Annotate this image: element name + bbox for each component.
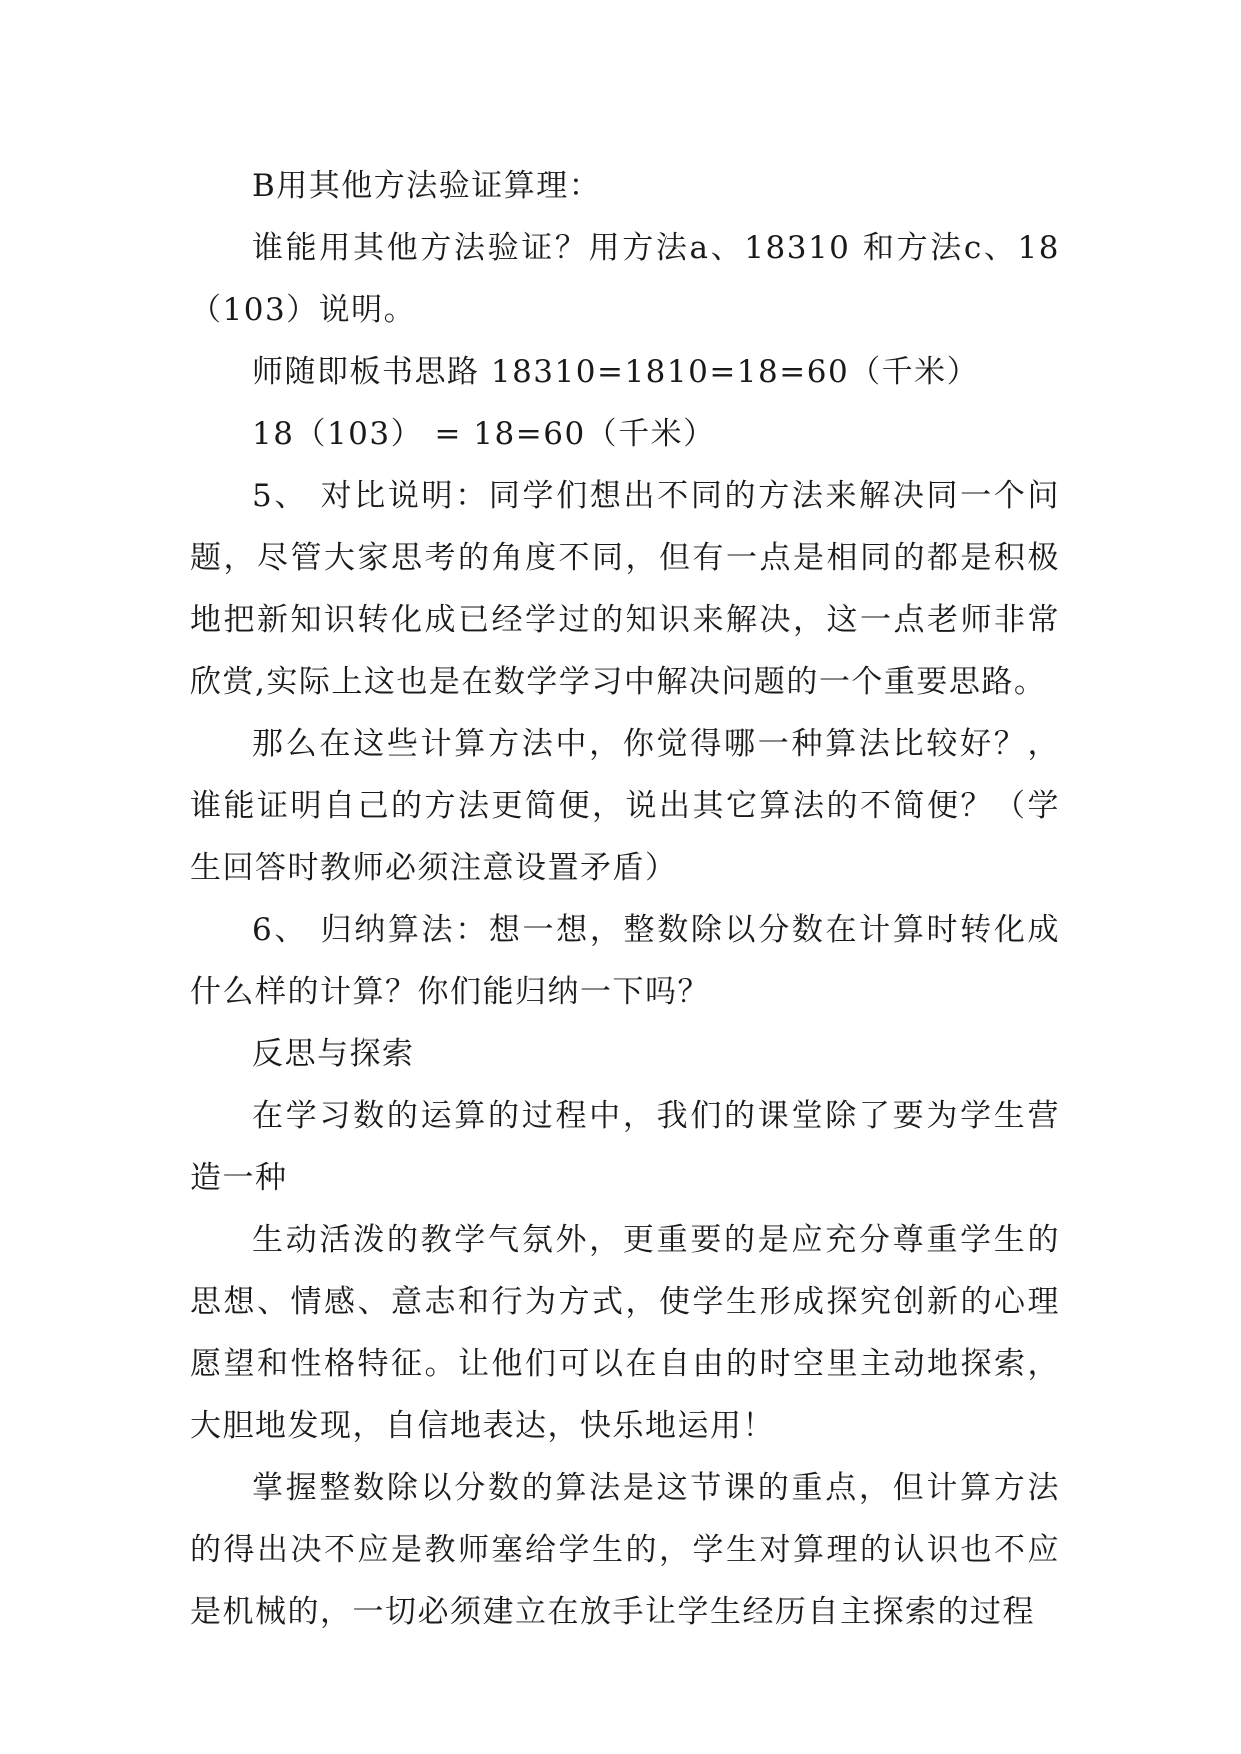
paragraph-compare-methods: 5、 对比说明：同学们想出不同的方法来解决同一个问题，尽管大家思考的角度不同，但有一点是相同的都是积极地把新知识转化成已经学过的知识来解决，这一点老师非常欣赏,实际上这也是在数学学习中解决问题的一个重要思路。 [190,478,1060,700]
paragraph-reflection-1: 在学习数的运算的过程中，我们的课堂除了要为学生营造一种 [190,1098,1060,1196]
paragraph-reflection-heading: 反思与探索 [252,1036,415,1072]
paragraph-verify-heading: B用其他方法验证算理： [252,168,602,204]
paragraph-verify-question: 谁能用其他方法验证？用方法a、18310 和方法c、18（103）说明。 [190,230,1060,328]
paragraph-which-method: 那么在这些计算方法中，你觉得哪一种算法比较好？，谁能证明自己的方法更简便，说出其它算法的不简便？（学生回答时教师必须注意设置矛盾） [190,726,1060,886]
paragraph-board-formula-2: 18（103） = 18=60（千米） [252,416,716,452]
paragraph-summarize-algorithm: 6、 归纳算法：想一想，整数除以分数在计算时转化成什么样的计算？你们能归纳一下吗？ [190,912,1060,1010]
paragraph-board-formula-1: 师随即板书思路 18310=1810=18=60（千米） [252,354,980,390]
paragraph-reflection-2: 生动活泼的教学气氛外，更重要的是应充分尊重学生的思想、情感、意志和行为方式，使学生形成探究创新的心理愿望和性格特征。让他们可以在自由的时空里主动地探索，大胆地发现，自信地表达，快乐地运用！ [190,1222,1060,1444]
document-body [190,155,1060,1643]
paragraph-reflection-3: 掌握整数除以分数的算法是这节课的重点，但计算方法的得出决不应是教师塞给学生的，学生对算理的认识也不应是机械的，一切必须建立在放手让学生经历自主探索的过程 [190,1470,1060,1630]
